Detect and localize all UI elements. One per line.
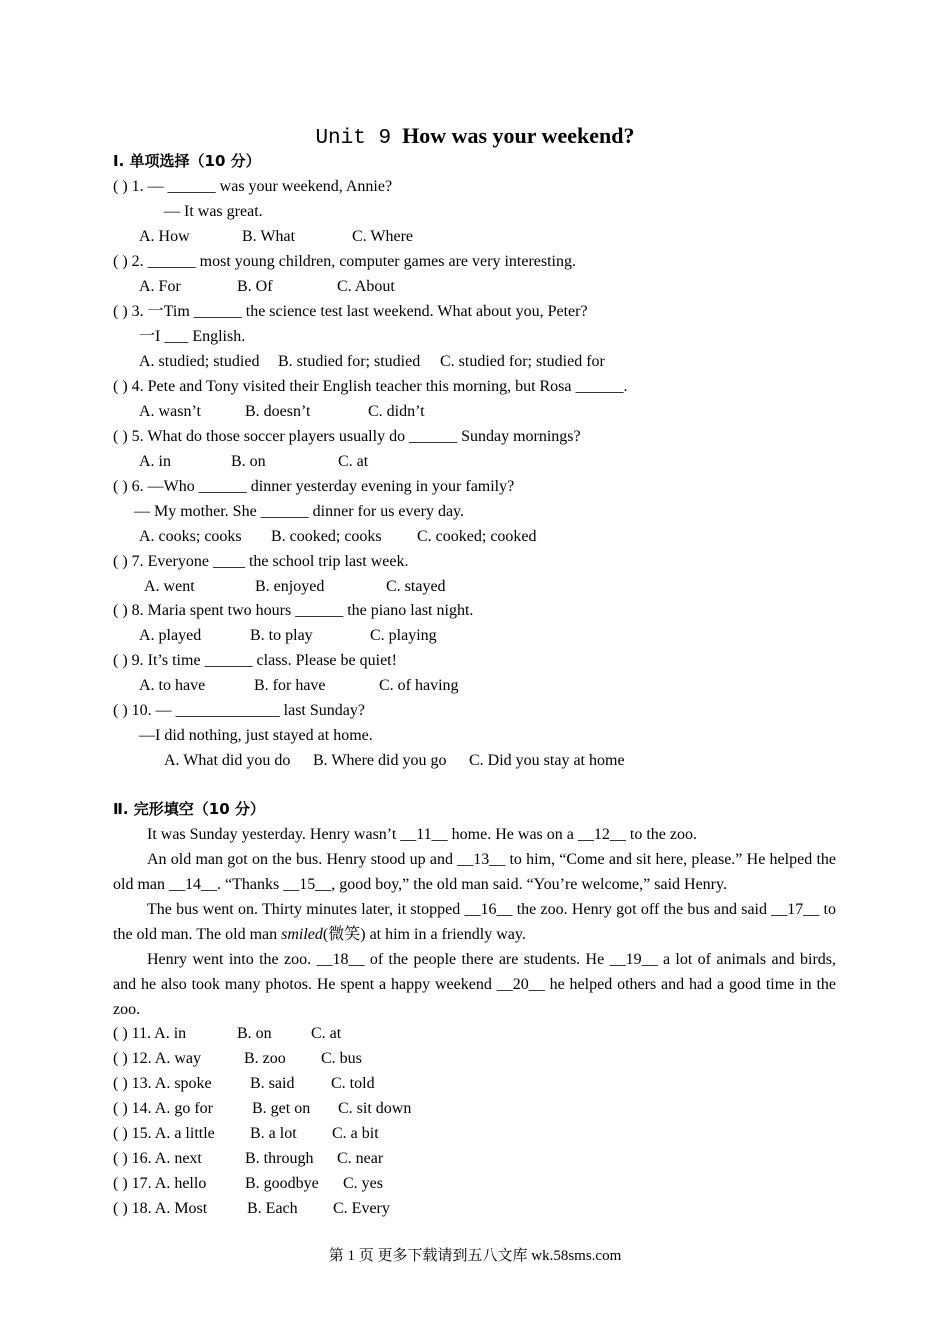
passage-paragraph-1: It was Sunday yesterday. Henry wasn’t __11__ home. He was on a __12__ to the zoo.	[147, 826, 697, 843]
q13-option-c: C. told	[331, 1075, 375, 1092]
q11-option-c: C. at	[311, 1025, 342, 1042]
passage-paragraph-2: An old man got on the bus. Henry stood up and __13__ to him, “Come and sit here, please.” He helped the old man __14__. “Thanks __15__, good boy,” the old man said. “You’re welcome,” said Henry.	[113, 851, 836, 893]
q15-option-c: C. a bit	[332, 1125, 379, 1142]
q14-option-c: C. sit down	[338, 1100, 412, 1117]
q1-option-c: C. Where	[352, 228, 414, 245]
q5-option-b: B. on	[231, 453, 266, 470]
q17-stem: ( ) 17. A. hello	[113, 1175, 207, 1192]
q5-option-a: A. in	[139, 453, 171, 470]
passage-paragraph-4: Henry went into the zoo. __18__ of the people there are students. He __19__ a lot of animals and birds, and he also took many photos. He spent a happy weekend __20__ he helped others and had a good time in the zoo.	[113, 951, 836, 1018]
q8-stem: ( ) 8. Maria spent two hours ______ the piano last night.	[113, 602, 474, 619]
q1-option-b: B. What	[242, 228, 296, 245]
q14-option-b: B. get on	[252, 1100, 311, 1117]
q4-stem: ( ) 4. Pete and Tony visited their English teacher this morning, but Rosa ______.	[113, 378, 628, 395]
q10-option-c: C. Did you stay at home	[469, 752, 625, 769]
q6-option-c: C. cooked; cooked	[417, 528, 537, 545]
passage-p3-emphasis: smiled	[281, 926, 323, 943]
q4-option-c: C. didn’t	[368, 403, 425, 420]
q15-option-b: B. a lot	[250, 1125, 297, 1142]
q2-option-b: B. Of	[237, 278, 273, 295]
q18-option-c: C. Every	[333, 1200, 390, 1217]
q10-option-b: B. Where did you go	[313, 752, 447, 769]
q12-option-b: B. zoo	[244, 1050, 286, 1067]
q3-option-c: C. studied for; studied for	[440, 353, 605, 370]
section-1-heading: Ⅰ. 单项选择（10 分）	[113, 152, 261, 170]
q1-stem: ( ) 1. — ______ was your weekend, Annie?	[113, 178, 393, 195]
passage-paragraph-3	[113, 897, 836, 947]
q11-stem: ( ) 11. A. in	[113, 1025, 187, 1042]
q12-stem: ( ) 12. A. way	[113, 1050, 201, 1067]
title-unit: Unit 9	[315, 127, 392, 150]
q13-option-b: B. said	[250, 1075, 295, 1092]
q6-option-b: B. cooked; cooks	[271, 528, 382, 545]
q7-option-a: A. went	[144, 578, 195, 595]
q4-option-b: B. doesn’t	[245, 403, 311, 420]
q7-option-b: B. enjoyed	[255, 578, 325, 595]
q7-stem: ( ) 7. Everyone ____ the school trip last week.	[113, 553, 409, 570]
q13-stem: ( ) 13. A. spoke	[113, 1075, 212, 1092]
q4-option-a: A. wasn’t	[139, 403, 201, 420]
q17-option-b: B. goodbye	[245, 1175, 319, 1192]
q16-stem: ( ) 16. A. next	[113, 1150, 202, 1167]
q14-stem: ( ) 14. A. go for	[113, 1100, 213, 1117]
q10-reply: —I did nothing, just stayed at home.	[139, 727, 373, 744]
q5-stem: ( ) 5. What do those soccer players usually do ______ Sunday mornings?	[113, 428, 581, 445]
q2-option-a: A. For	[139, 278, 181, 295]
q9-option-b: B. for have	[254, 677, 326, 694]
q7-option-c: C. stayed	[386, 578, 446, 595]
q1-option-a: A. How	[139, 228, 190, 245]
title-text: How was your weekend?	[402, 123, 635, 148]
q3-option-b: B. studied for; studied	[278, 353, 421, 370]
q17-option-c: C. yes	[343, 1175, 383, 1192]
q5-option-c: C. at	[338, 453, 369, 470]
page-footer: 第 1 页 更多下载请到五八文库 wk.58sms.com	[328, 1248, 622, 1264]
q11-option-b: B. on	[237, 1025, 272, 1042]
page-title	[0, 121, 950, 154]
q9-option-a: A. to have	[139, 677, 206, 694]
q10-stem: ( ) 10. — _____________ last Sunday?	[113, 702, 365, 719]
q6-stem: ( ) 6. —Who ______ dinner yesterday evening in your family?	[113, 478, 515, 495]
q12-option-c: C. bus	[321, 1050, 362, 1067]
q6-option-a: A. cooks; cooks	[139, 528, 242, 545]
section-2-heading: Ⅱ. 完形填空（10 分）	[113, 800, 265, 818]
q6-reply: — My mother. She ______ dinner for us every day.	[134, 503, 465, 520]
q2-stem: ( ) 2. ______ most young children, computer games are very interesting.	[113, 253, 576, 270]
q16-option-c: C. near	[337, 1150, 384, 1167]
q3-reply: 一I ___ English.	[139, 328, 246, 345]
q16-option-b: B. through	[245, 1150, 314, 1167]
q8-option-b: B. to play	[250, 627, 313, 644]
q8-option-c: C. playing	[370, 627, 437, 644]
q9-stem: ( ) 9. It’s time ______ class. Please be quiet!	[113, 652, 397, 669]
q3-stem: ( ) 3. 一Tim ______ the science test last weekend. What about you, Peter?	[113, 303, 588, 320]
q3-option-a: A. studied; studied	[139, 353, 260, 370]
q9-option-c: C. of having	[379, 677, 459, 694]
q18-option-b: B. Each	[247, 1200, 298, 1217]
q18-stem: ( ) 18. A. Most	[113, 1200, 208, 1217]
q1-reply: — It was great.	[164, 203, 263, 220]
q2-option-c: C. About	[337, 278, 395, 295]
passage-p3-part-b: (微笑) at him in a friendly way.	[322, 926, 526, 943]
q15-stem: ( ) 15. A. a little	[113, 1125, 215, 1142]
q10-option-a: A. What did you do	[164, 752, 291, 769]
passage-p3-part-a: The bus went on. Thirty minutes later, it stopped __16__ the zoo. Henry got off the bus and said __17__ to the old man. The old man	[113, 901, 836, 943]
q8-option-a: A. played	[139, 627, 202, 644]
